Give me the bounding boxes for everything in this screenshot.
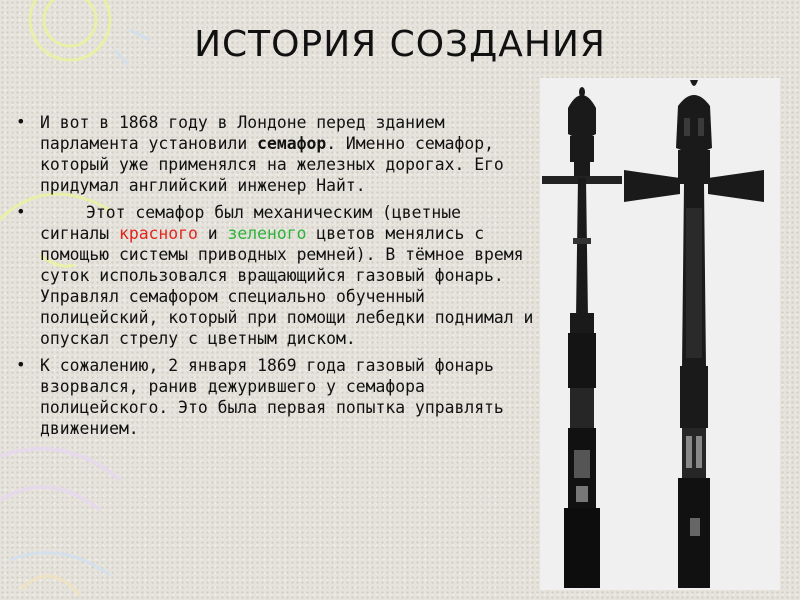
bullet-text: цветов менялись с помощью системы приводных ремней). В тёмное время суток использовался вращающийся газовый фонарь. Управлял семафором специально обученный полицейский, который при помощи лебедки поднимал и опускал стрелу с цветным диском. [40,224,534,348]
bullet-item [14,112,534,196]
bullet-bold-term: семафор [257,134,327,153]
green-highlight-word: зеленого [227,224,307,243]
slide-title: ИСТОРИЯ СОЗДАНИЯ [194,24,606,65]
bullet-marker-icon: • [16,355,26,374]
bullet-text: Этот семафор был механическим (цветные сигналы [40,203,461,243]
bullet-text: И вот в 1868 году в Лондоне перед зданием парламента установили [40,113,445,153]
bullet-text: . Именно семафор, который уже применялся на железных дорогах. Его придумал английский инженер Найт. [40,134,504,195]
semaphore-photo [540,78,780,590]
bullet-marker-icon: • [16,112,26,131]
bullet-text: К сожалению, 2 января 1869 года газовый фонарь взорвался, ранив дежурившего у семафора полицейского. Это была первая попытка управлять движением. [40,356,504,438]
bullet-text: и [197,224,228,243]
bullet-list [14,112,534,445]
bullet-marker-icon: • [16,202,26,221]
red-highlight-word: красного [118,224,198,243]
semaphore-photo-icon [540,78,780,590]
bullet-item [14,355,534,439]
bullet-item [14,202,534,349]
